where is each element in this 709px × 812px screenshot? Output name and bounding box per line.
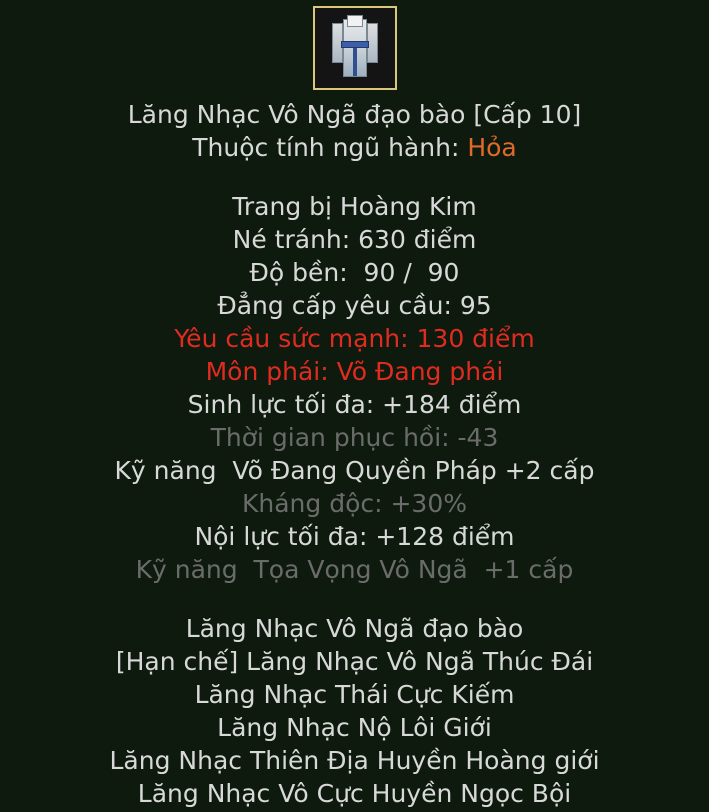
stat-line: Sinh lực tối đa: +184 điểm — [187, 390, 522, 419]
stat-line: Nội lực tối đa: +128 điểm — [194, 522, 515, 551]
robe-belt — [341, 41, 369, 48]
stat-line-inactive: Kỹ năng Tọa Vọng Vô Ngã +1 cấp — [135, 555, 574, 584]
robe-collar — [347, 15, 363, 27]
set-item: Lăng Nhạc Thái Cực Kiếm — [194, 680, 515, 709]
taoist-robe-icon — [332, 15, 378, 81]
robe-trim — [353, 48, 357, 76]
item-element-label: Thuộc tính ngũ hành: — [192, 133, 468, 162]
item-element-row — [192, 131, 516, 164]
stat-line-requirement-school: Môn phái: Võ Đang phái — [205, 357, 504, 386]
set-item: Lăng Nhạc Nộ Lôi Giới — [217, 713, 492, 742]
stat-line: Đẳng cấp yêu cầu: 95 — [217, 291, 492, 320]
stat-line-inactive: Kháng độc: +30% — [241, 489, 467, 518]
stat-line: Độ bền: 90 / 90 — [249, 258, 460, 287]
set-item: [Hạn chế] Lăng Nhạc Vô Ngã Thúc Đái — [115, 647, 594, 676]
item-stats-list — [115, 190, 595, 586]
set-item: Lăng Nhạc Vô Ngã đạo bào — [185, 614, 524, 643]
stat-line-requirement-strength: Yêu cầu sức mạnh: 130 điểm — [174, 324, 535, 353]
set-item: Lăng Nhạc Thiên Địa Huyền Hoàng giới — [109, 746, 600, 775]
stat-line: Kỹ năng Võ Đang Quyền Pháp +2 cấp — [114, 456, 595, 485]
item-element-value: Hỏa — [467, 133, 517, 162]
item-icon-frame[interactable] — [313, 6, 397, 90]
set-item: Lăng Nhạc Vô Cực Huyền Ngọc Bội — [137, 779, 572, 808]
stat-line: Né tránh: 630 điểm — [232, 225, 477, 254]
item-set-list — [109, 612, 599, 810]
stat-line: Trang bị Hoàng Kim — [232, 192, 477, 221]
stat-line-inactive: Thời gian phục hồi: -43 — [210, 423, 499, 452]
item-title: Lăng Nhạc Vô Ngã đạo bào [Cấp 10] — [127, 100, 582, 129]
